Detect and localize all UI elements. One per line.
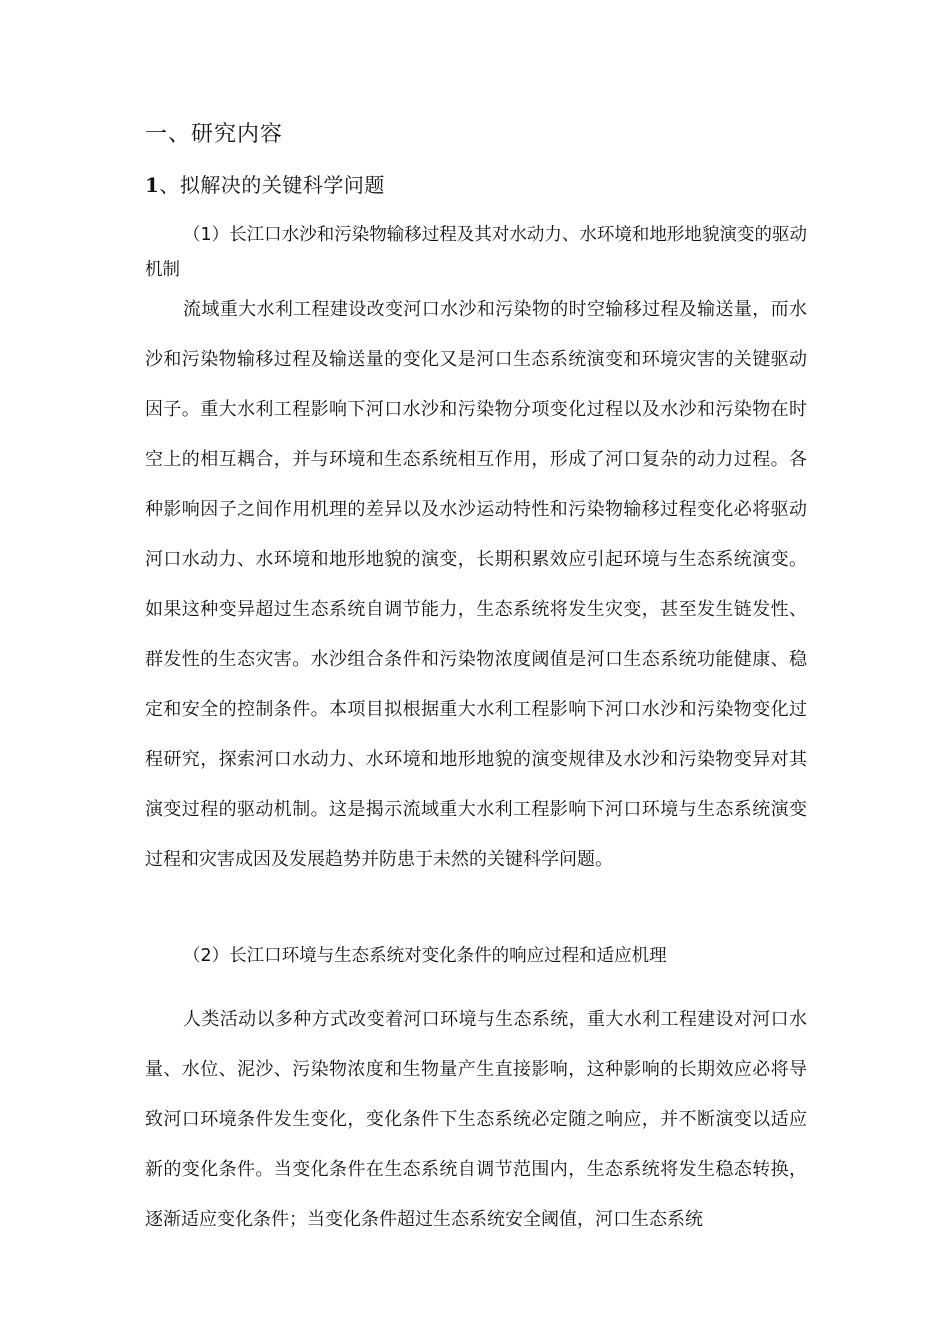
item-1-title: （1）长江口水沙和污染物输移过程及其对水动力、水环境和地形地貌演变的驱动机制 <box>145 225 807 280</box>
item-2-body: 人类活动以多种方式改变着河口环境与生态系统，重大水利工程建设对河口水量、水位、泥沙、污染物浓度和生物量产生直接影响，这种影响的长期效应必将导致河口环境条件发生变化，变化条件下生态系统必定随之响应，并不断演变以适应新的变化条件。当变化条件在生态系统自调节范围内，生态系统将发生稳态转换，逐渐适应变化条件；当变化条件超过生态系统安全阈值，河口生态系统 <box>145 1009 807 1230</box>
item-2-title: （2）长江口环境与生态系统对变化条件的响应过程和适应机理 <box>183 946 667 966</box>
section-heading: 一、研究内容 <box>145 122 284 147</box>
subsection-heading <box>145 171 385 199</box>
subsection-title: 、拟解决的关键科学问题 <box>159 173 385 197</box>
item-1-body: 流域重大水利工程建设改变河口水沙和污染物的时空输移过程及输送量，而水沙和污染物输移过程及输送量的变化又是河口生态系统演变和环境灾害的关键驱动因子。重大水利工程影响下河口水沙和污染物分项变化过程以及水沙和污染物在时空上的相互耦合，并与环境和生态系统相互作用，形成了河口复杂的动力过程。各种影响因子之间作用机理的差异以及水沙运动特性和污染物输移过程变化必将驱动河口水动力、水环境和地形地貌的演变，长期积累效应引起环境与生态系统演变。如果这种变异超过生态系统自调节能力，生态系统将发生灾变，甚至发生链发性、群发性的生态灾害。水沙组合条件和污染物浓度阈值是河口生态系统功能健康、稳定和安全的控制条件。本项目拟根据重大水利工程影响下河口水沙和污染物变化过程研究，探索河口水动力、水环境和地形地貌的演变规律及水沙和污染物变异对其演变过程的驱动机制。这是揭示流域重大水利工程影响下河口环境与生态系统演变过程和灾害成因及发展趋势并防患于未然的关键科学问题。 <box>145 299 807 870</box>
subsection-number: 1 <box>145 173 160 197</box>
